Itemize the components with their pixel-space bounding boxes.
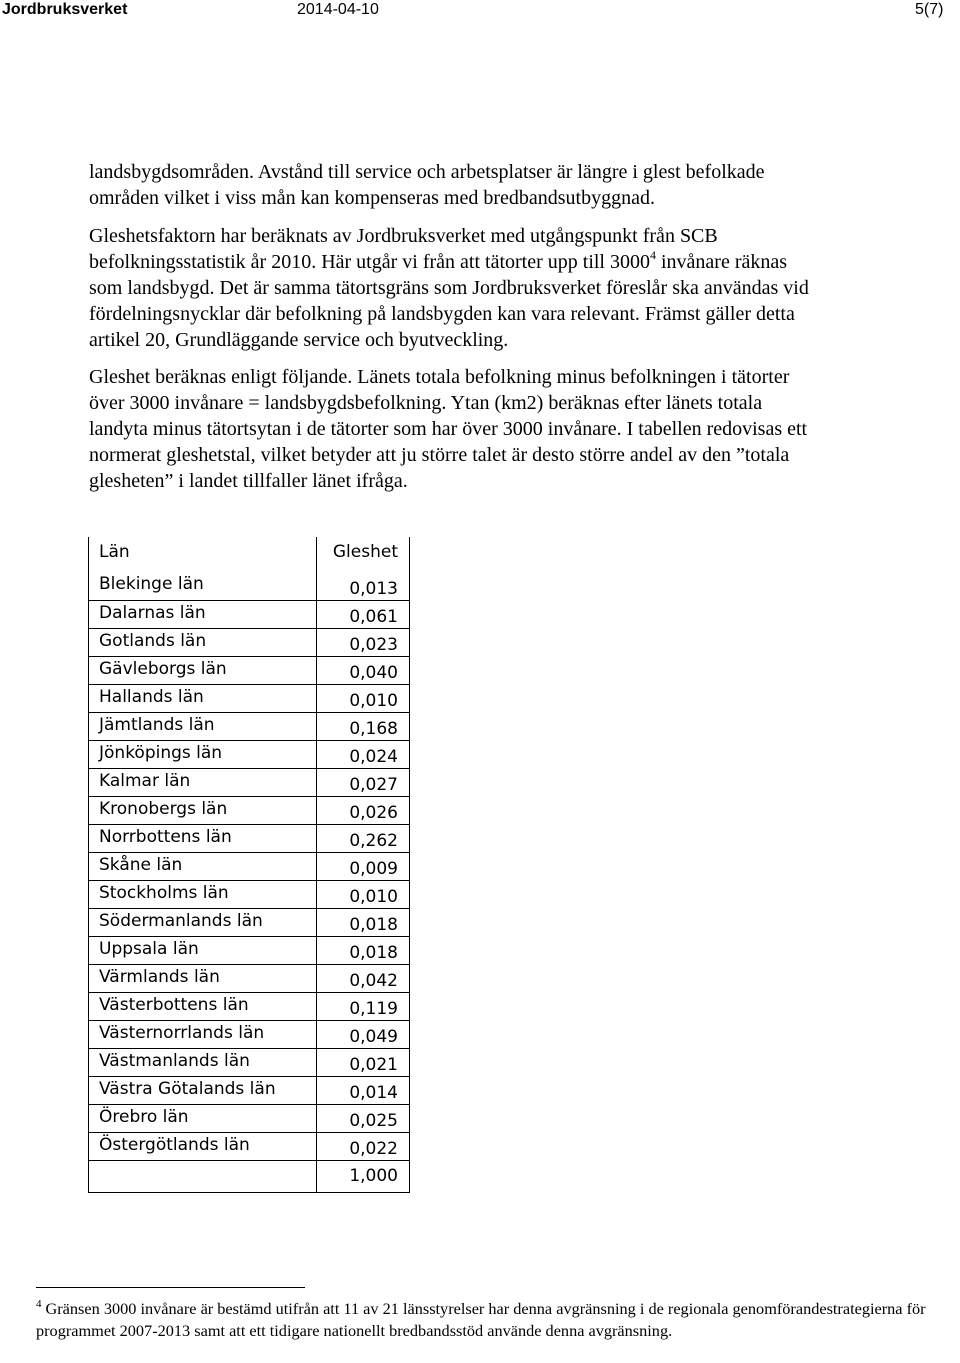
paragraph-2-end: invånare räknas som landsbygd. Det är samma tätortsgräns som Jordbruksverket föreslår ska användas vid fördelningsnycklar där befolkning på landsbygden kan vara relevant. Främst gäller detta artikel 20, Grundläggande service och byutveckling. xyxy=(89,251,809,351)
column-header-gleshet: Gleshet xyxy=(317,537,410,572)
table-row-value: 0,021 xyxy=(317,1048,410,1076)
table-row-county: Västerbottens län xyxy=(89,992,317,1020)
paragraph-1: landsbygdsområden. Avstånd till service och arbetsplatser är längre i glest befolkade områden vilket i viss mån kan kompenseras med bredbandsutbyggnad. xyxy=(89,161,765,209)
table-row-county: Södermanlands län xyxy=(89,908,317,936)
table-row-county: Örebro län xyxy=(89,1104,317,1132)
table-row-county: Västmanlands län xyxy=(89,1048,317,1076)
table-row xyxy=(89,768,410,796)
table-row xyxy=(89,964,410,992)
table-row-county: Kalmar län xyxy=(89,768,317,796)
table-total-row-value: 1,000 xyxy=(317,1160,410,1192)
gleshet-table xyxy=(88,537,410,1193)
table-row xyxy=(89,1132,410,1160)
table-row-county: Blekinge län xyxy=(89,572,317,600)
header-page-number: 5(7) xyxy=(915,1,944,18)
table-row-value: 0,018 xyxy=(317,908,410,936)
table-row-county: Skåne län xyxy=(89,852,317,880)
table-row-value: 0,262 xyxy=(317,824,410,852)
table-row-county: Värmlands län xyxy=(89,964,317,992)
table-row xyxy=(89,740,410,768)
table-row-county: Gotlands län xyxy=(89,628,317,656)
table-row-county: Västra Götalands län xyxy=(89,1076,317,1104)
table-row-value: 0,018 xyxy=(317,936,410,964)
table-row-value: 0,010 xyxy=(317,880,410,908)
table-row-county: Kronobergs län xyxy=(89,796,317,824)
table-row xyxy=(89,684,410,712)
table-row-county: Gävleborgs län xyxy=(89,656,317,684)
table-row-value: 0,022 xyxy=(317,1132,410,1160)
table-header-row xyxy=(89,537,410,572)
table-row-county: Västernorrlands län xyxy=(89,1020,317,1048)
table-row-county: Hallands län xyxy=(89,684,317,712)
footnote-separator xyxy=(36,1287,305,1288)
table-row-value: 0,049 xyxy=(317,1020,410,1048)
table-row xyxy=(89,992,410,1020)
table-row-county: Östergötlands län xyxy=(89,1132,317,1160)
page-header xyxy=(0,0,960,22)
header-date: 2014-04-10 xyxy=(297,1,379,18)
paragraph-2 xyxy=(89,223,825,353)
table-row xyxy=(89,572,410,600)
paragraph-2-start: Gleshetsfaktorn har beräknats av Jordbruksverket med utgångspunkt från SCB befolkningsstatistik år 2010. Här utgår vi från att tätorter upp till 3000 xyxy=(89,225,718,273)
table-row xyxy=(89,1048,410,1076)
table-row-value: 0,010 xyxy=(317,684,410,712)
footnote-reference[interactable]: 4 xyxy=(650,248,656,262)
table-total-row xyxy=(89,1160,410,1192)
table-row xyxy=(89,656,410,684)
table-row xyxy=(89,908,410,936)
column-header-lan: Län xyxy=(89,537,317,572)
table-row-county: Norrbottens län xyxy=(89,824,317,852)
table-row xyxy=(89,880,410,908)
table-row-value: 0,042 xyxy=(317,964,410,992)
table-row-value: 0,026 xyxy=(317,796,410,824)
table-row xyxy=(89,852,410,880)
table-row-value: 0,040 xyxy=(317,656,410,684)
table-row xyxy=(89,628,410,656)
table-row-value: 0,023 xyxy=(317,628,410,656)
header-organization: Jordbruksverket xyxy=(2,1,128,18)
table-row-county: Uppsala län xyxy=(89,936,317,964)
table-row xyxy=(89,712,410,740)
footnote xyxy=(36,1298,936,1342)
table-row-value: 0,025 xyxy=(317,1104,410,1132)
table-row-value: 0,013 xyxy=(317,572,410,600)
table-row-county: Jönköpings län xyxy=(89,740,317,768)
table-row xyxy=(89,796,410,824)
table-row-value: 0,009 xyxy=(317,852,410,880)
table-row xyxy=(89,936,410,964)
table-row-value: 0,027 xyxy=(317,768,410,796)
table-row-county: Stockholms län xyxy=(89,880,317,908)
table-row-value: 0,014 xyxy=(317,1076,410,1104)
footnote-number: 4 xyxy=(36,1298,42,1310)
table-row-value: 0,168 xyxy=(317,712,410,740)
table-row-value: 0,061 xyxy=(317,600,410,628)
table-row xyxy=(89,1104,410,1132)
table-row-value: 0,024 xyxy=(317,740,410,768)
table-row xyxy=(89,1020,410,1048)
table-row-county: Dalarnas län xyxy=(89,600,317,628)
table-row xyxy=(89,824,410,852)
table-total-row-county xyxy=(89,1160,317,1192)
table-row xyxy=(89,1076,410,1104)
table-row xyxy=(89,600,410,628)
paragraph-3: Gleshet beräknas enligt följande. Länets totala befolkning minus befolkningen i tätorter över 3000 invånare = landsbygdsbefolkning. Ytan (km2) beräknas efter länets totala landyta minus tätortsytan i de tätorter som har över 3000 invånare. I tabellen redovisas ett normerat gleshetstal, vilket betyder att ju större talet är desto större andel av den ”totala glesheten” i landet tillfaller länet ifråga. xyxy=(89,366,808,492)
footnote-text: Gränsen 3000 invånare är bestämd utifrån att 11 av 21 länsstyrelser har denna avgränsning i de regionala genomförandestrategierna för programmet 2007-2013 samt att ett tidigare nationellt bredbandsstöd använde denna avgränsning. xyxy=(36,1299,926,1340)
table-row-value: 0,119 xyxy=(317,992,410,1020)
table-row-county: Jämtlands län xyxy=(89,712,317,740)
